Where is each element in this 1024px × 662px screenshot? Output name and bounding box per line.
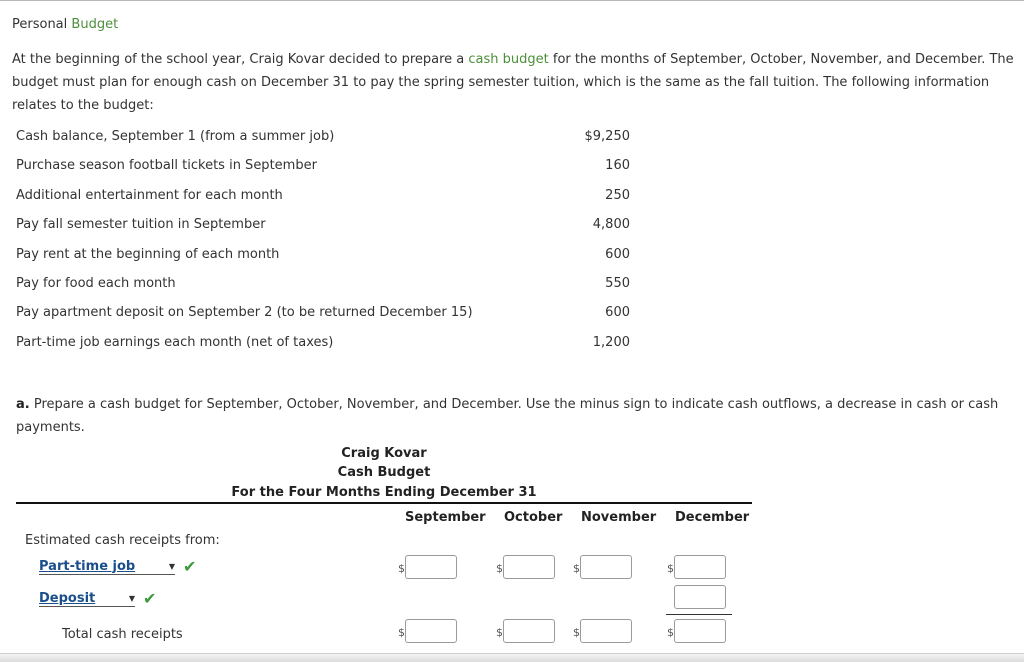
dropdown-caret-icon: ▼ [168,562,175,571]
currency-symbol: $ [496,562,503,575]
given-row [16,186,630,206]
given-label: Pay rent at the beginning of each month [16,247,280,262]
given-value: 600 [605,247,630,262]
total-cash-receipts-label: Total cash receipts [62,627,183,642]
part-time-job-september-input[interactable] [405,555,457,579]
receipt-source-dropdown-2[interactable] [39,590,135,607]
given-label: Part-time job earnings each month (net of taxes) [16,335,334,350]
given-row [16,245,630,265]
dropdown-selected-value: Part-time job [39,558,136,574]
given-row [16,156,630,176]
breadcrumb-part-1: Personal [12,17,68,32]
given-value: 160 [605,158,630,173]
budget-period: For the Four Months Ending December 31 [231,485,537,500]
given-label: Pay fall semester tuition in September [16,217,266,232]
given-label: Cash balance, September 1 (from a summer job) [16,129,335,144]
given-label: Purchase season football tickets in September [16,158,317,173]
currency-symbol: $ [573,562,580,575]
problem-intro [12,48,1018,117]
currency-symbol: $ [496,626,503,639]
column-header-october: October [504,510,563,525]
dropdown-caret-icon: ▼ [128,594,135,603]
deposit-december-input[interactable] [674,585,726,609]
part-time-job-december-input[interactable] [674,555,726,579]
part-time-job-november-input[interactable] [580,555,632,579]
given-row [16,333,630,353]
given-label: Additional entertainment for each month [16,188,283,203]
budget-person-name: Craig Kovar [341,446,427,461]
currency-symbol: $ [667,562,674,575]
given-value: 1,200 [592,335,630,350]
dropdown-selected-value: Deposit [39,590,96,606]
given-value: 600 [605,305,630,320]
given-value: 250 [605,188,630,203]
column-header-december: December [675,510,750,525]
checkmark-icon: ✔ [183,557,197,576]
column-header-september: September [405,510,486,525]
given-row [16,127,630,147]
question-a [16,393,1016,439]
sum-underline [666,614,732,615]
given-label: Pay apartment deposit on September 2 (to be returned December 15) [16,305,473,320]
given-row [16,215,630,235]
given-row [16,274,630,294]
column-header-november: November [581,510,657,525]
currency-symbol: $ [398,626,405,639]
question-text: Prepare a cash budget for September, October, November, and December. Use the minus sign to indicate cash outflows, a decrease in cash or cash payments. [16,397,999,435]
intro-text-1: At the beginning of the school year, Craig Kovar decided to prepare a [12,52,469,67]
part-time-job-october-input[interactable] [503,555,555,579]
total-receipts-september-input[interactable] [405,619,457,643]
intro-text-2: for the months of September, October, November, and December. The budget must plan for enough cash on December 31 to pay the spring semester tuition, which is the same as the fall tuition. The following information relates to the budget: [12,52,1014,113]
cash-budget-link[interactable]: cash budget [468,52,549,67]
total-receipts-december-input[interactable] [674,619,726,643]
given-row [16,303,630,323]
budget-title: Cash Budget [337,465,431,480]
given-label: Pay for food each month [16,276,176,291]
receipts-section-label: Estimated cash receipts from: [25,533,220,548]
currency-symbol: $ [667,626,674,639]
total-receipts-november-input[interactable] [580,619,632,643]
header-divider [16,502,752,504]
currency-symbol: $ [573,626,580,639]
checkmark-icon: ✔ [143,589,157,608]
total-receipts-october-input[interactable] [503,619,555,643]
question-letter: a. [16,397,30,412]
given-value: $9,250 [584,129,630,144]
horizontal-scrollbar[interactable] [0,653,1024,662]
currency-symbol: $ [398,562,405,575]
given-value: 4,800 [592,217,630,232]
breadcrumb [12,16,118,34]
given-value: 550 [605,276,630,291]
top-divider [0,0,1024,1]
breadcrumb-link-budget[interactable]: Budget [71,17,119,32]
receipt-source-dropdown-1[interactable] [39,558,175,575]
